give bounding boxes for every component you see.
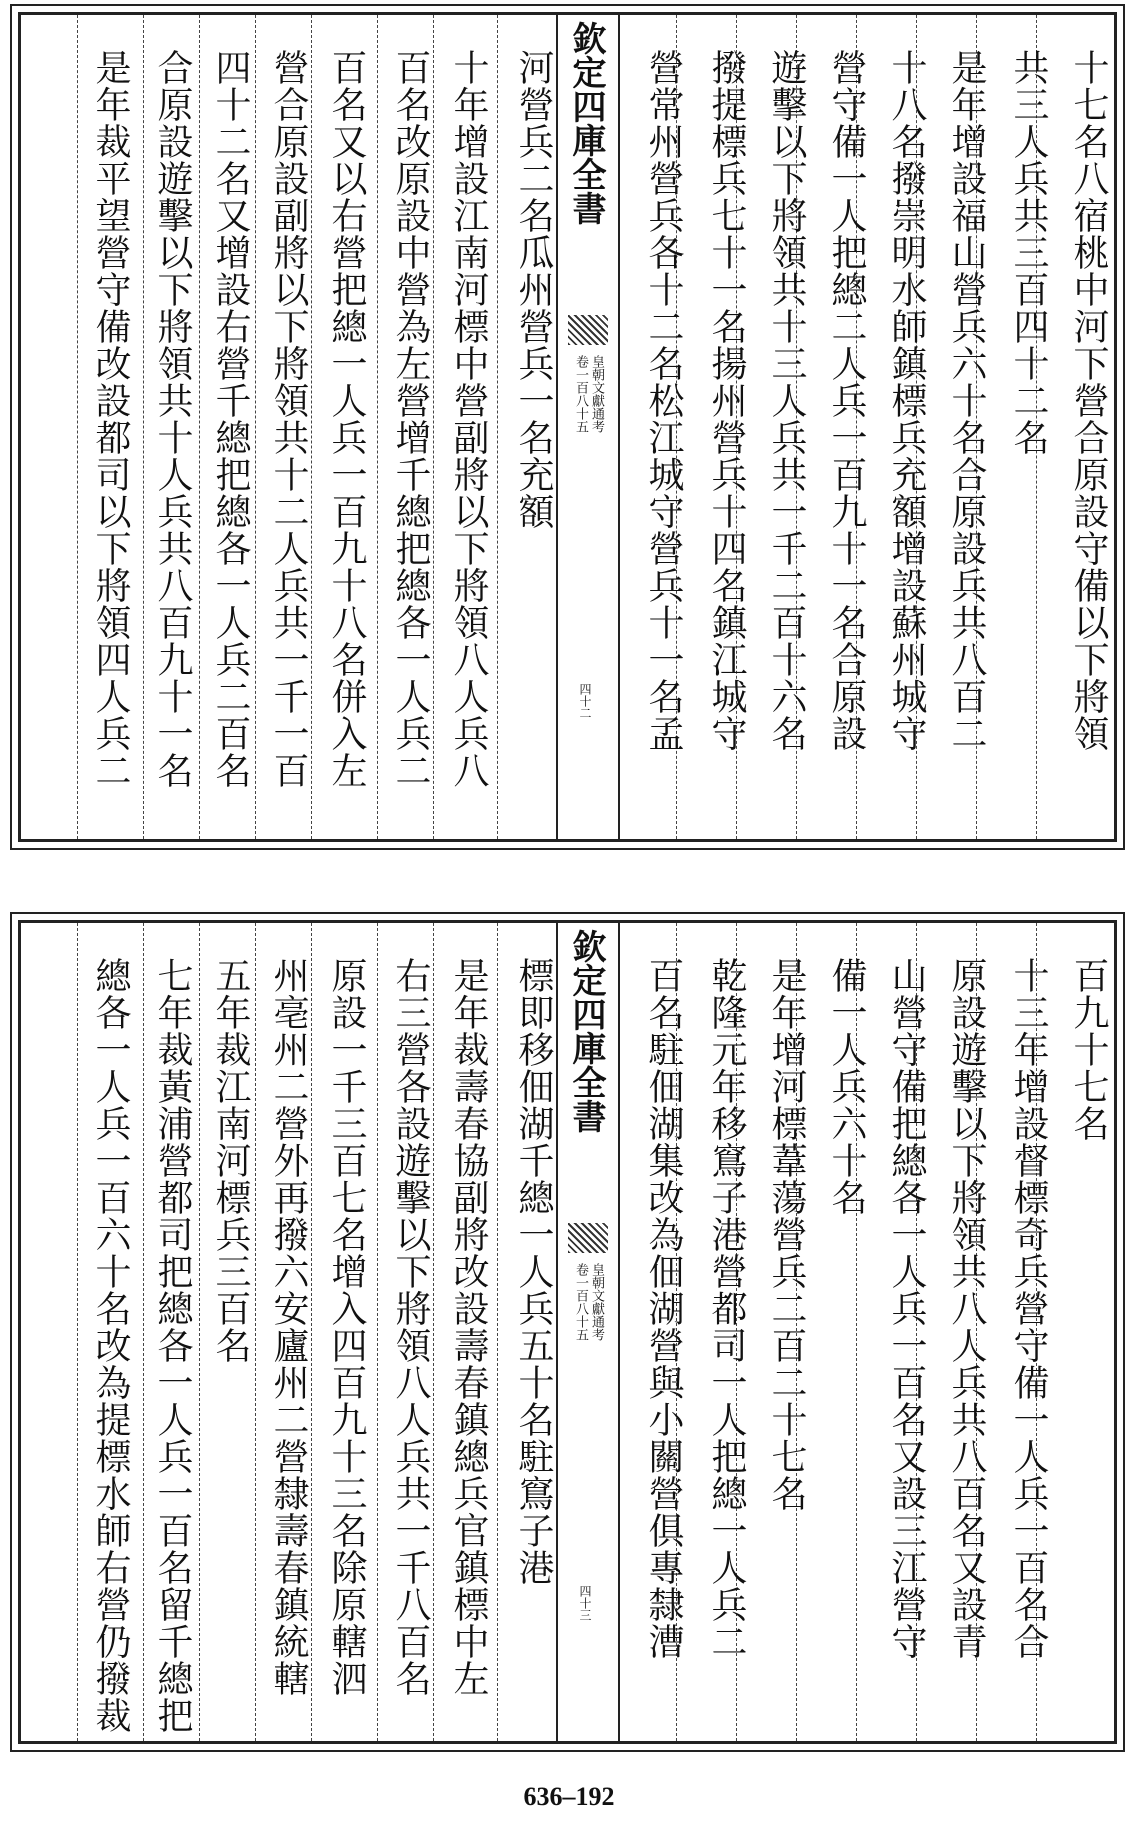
top-page [10, 4, 1125, 850]
page-gutter [556, 15, 620, 839]
folio-number: 四十二 [578, 683, 592, 719]
page-gutter [556, 923, 620, 1741]
text-column: 原設一千三百七名增入四百九十三名除原轄泗 [326, 957, 367, 1697]
text-column: 標即移佃湖千總一人兵五十名駐窵子港 [513, 957, 554, 1586]
text-column: 山營守備把總各一人兵一百名又設三江營守 [886, 957, 927, 1660]
text-column: 是年增河標葦蕩營兵二百二十七名 [766, 957, 807, 1512]
text-column: 十八名撥崇明水師鎮標兵充額增設蘇州城守 [886, 49, 927, 752]
volume-label: 卷一百八十五 [573, 1263, 588, 1341]
bottom-page-frame [18, 920, 1117, 1744]
scan-page-number: 636–192 [523, 1782, 615, 1811]
text-column: 百九十七名 [1068, 957, 1109, 1142]
fish-tail-mark [568, 1223, 608, 1253]
text-column: 合原設遊擊以下將領共十人兵共八百九十一名 [152, 49, 193, 789]
column-rule [199, 923, 200, 1741]
text-column: 撥提標兵七十一名揚州營兵十四名鎮江城守 [706, 49, 747, 752]
column-rule [377, 923, 378, 1741]
top-page-frame [18, 12, 1117, 842]
text-column: 四十二名又增設右營千總把總各一人兵二百名 [210, 49, 251, 789]
text-column: 營合原設副將以下將領共十二人兵共一千一百 [268, 49, 309, 789]
text-column: 十年增設江南河標中營副將以下將領八人兵八 [448, 49, 489, 789]
fish-tail-mark [568, 315, 608, 345]
column-rule [497, 15, 498, 839]
book-title: 欽定四庫全書 [566, 21, 606, 225]
text-column: 營常州營兵各十二名松江城守營兵十一名孟 [643, 49, 684, 752]
column-rule [377, 15, 378, 839]
text-column: 右三營各設遊擊以下將領八人兵共一千八百名 [390, 957, 431, 1697]
volume-label: 卷一百八十五 [573, 355, 588, 433]
book-subtitle: 皇朝文獻通考 [589, 1263, 604, 1341]
book-subtitle: 皇朝文獻通考 [589, 355, 604, 433]
column-rule [199, 15, 200, 839]
text-column: 州亳州二營外再撥六安廬州二營隸壽春鎮統轄 [268, 957, 309, 1697]
text-column: 是年增設福山營兵六十名合原設兵共八百二 [946, 49, 987, 752]
column-rule [77, 923, 78, 1741]
text-column: 營守備一人把總二人兵一百九十一名合原設 [826, 49, 867, 752]
text-column: 五年裁江南河標兵三百名 [210, 957, 251, 1364]
text-column: 共三人兵共三百四十二名 [1008, 49, 1049, 456]
text-column: 百名改原設中營為左營增千總把總各一人兵二 [390, 49, 431, 789]
text-column: 備一人兵六十名 [826, 957, 867, 1216]
text-column: 乾隆元年移窵子港營都司一人把總一人兵二 [706, 957, 747, 1660]
text-column: 總各一人兵一百六十名改為提標水師右營仍撥裁 [90, 957, 131, 1734]
text-column: 是年裁平望營守備改設都司以下將領四人兵二 [90, 49, 131, 789]
book-title: 欽定四庫全書 [566, 929, 606, 1133]
text-column: 十七名八宿桃中河下營合原設守備以下將領 [1068, 49, 1109, 752]
text-column: 七年裁黃浦營都司把總各一人兵一百名留千總把 [152, 957, 193, 1734]
text-column: 原設遊擊以下將領共八人兵共八百名又設青 [946, 957, 987, 1660]
column-rule [143, 15, 144, 839]
text-column: 是年裁壽春協副將改設壽春鎮總兵官鎮標中左 [448, 957, 489, 1697]
text-column: 十三年增設督標奇兵營守備一人兵一百名合 [1008, 957, 1049, 1660]
folio-number: 四十三 [578, 1585, 592, 1621]
column-rule [77, 15, 78, 839]
text-column: 河營兵二名瓜州營兵一名充額 [513, 49, 554, 530]
text-column: 遊擊以下將領共十三人兵共一千二百十六名 [766, 49, 807, 752]
text-column: 百名又以右營把總一人兵一百九十八名併入左 [326, 49, 367, 789]
bottom-page [10, 912, 1125, 1752]
column-rule [497, 923, 498, 1741]
column-rule [143, 923, 144, 1741]
text-column: 百名駐佃湖集改為佃湖營與小關營俱專隸漕 [643, 957, 684, 1660]
